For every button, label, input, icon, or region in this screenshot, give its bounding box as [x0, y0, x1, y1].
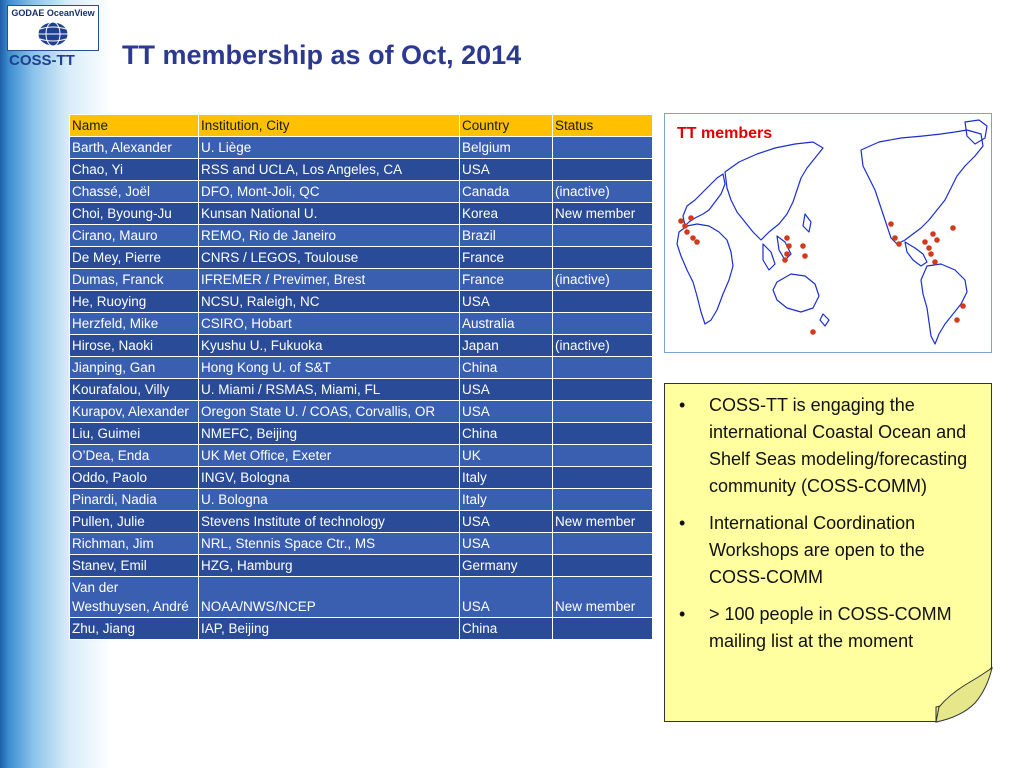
- membership-table: [69, 114, 653, 640]
- cell-institution: NRL, Stennis Space Ctr., MS: [199, 533, 460, 555]
- cell-institution: UK Met Office, Exeter: [199, 445, 460, 467]
- bullet-icon: •: [679, 395, 686, 415]
- cell-status: New member: [553, 577, 653, 618]
- cell-institution: Oregon State U. / COAS, Corvallis, OR: [199, 401, 460, 423]
- cell-status: [553, 423, 653, 445]
- member-location-marker: [960, 303, 966, 309]
- cell-country: China: [460, 618, 553, 640]
- cell-status: [553, 555, 653, 577]
- table-row: [70, 555, 653, 577]
- cell-institution: DFO, Mont-Joli, QC: [199, 181, 460, 203]
- header-country: Country: [460, 115, 553, 137]
- cell-status: [553, 618, 653, 640]
- table-row: [70, 159, 653, 181]
- member-location-marker: [954, 317, 960, 323]
- cell-status: [553, 379, 653, 401]
- member-location-marker: [694, 239, 700, 245]
- cell-country: Brazil: [460, 225, 553, 247]
- note-item: [679, 510, 981, 591]
- member-location-marker: [950, 225, 956, 231]
- cell-status: (inactive): [553, 181, 653, 203]
- cell-name: He, Ruoying: [70, 291, 199, 313]
- world-map-panel: [664, 113, 992, 353]
- table-row: [70, 357, 653, 379]
- member-location-marker: [784, 235, 790, 241]
- bullet-icon: •: [679, 513, 686, 533]
- member-location-marker: [896, 241, 902, 247]
- cell-country: USA: [460, 577, 553, 618]
- bullet-icon: •: [679, 604, 686, 624]
- cell-country: Italy: [460, 489, 553, 511]
- cell-country: USA: [460, 511, 553, 533]
- table-row: [70, 379, 653, 401]
- cell-name: Jianping, Gan: [70, 357, 199, 379]
- cell-institution: U. Miami / RSMAS, Miami, FL: [199, 379, 460, 401]
- table-row: [70, 401, 653, 423]
- cell-institution: IAP, Beijing: [199, 618, 460, 640]
- cell-institution: U. Bologna: [199, 489, 460, 511]
- cell-country: Germany: [460, 555, 553, 577]
- globe-icon: [36, 20, 70, 48]
- cell-status: [553, 357, 653, 379]
- cell-status: [553, 445, 653, 467]
- cell-name: Van der Westhuysen, André: [70, 577, 199, 618]
- table-row: [70, 291, 653, 313]
- cell-status: [553, 291, 653, 313]
- cell-country: France: [460, 269, 553, 291]
- note-list: [665, 384, 991, 655]
- table-row: [70, 313, 653, 335]
- cell-institution: IFREMER / Previmer, Brest: [199, 269, 460, 291]
- cell-institution: NOAA/NWS/NCEP: [199, 577, 460, 618]
- header-name: Name: [70, 115, 199, 137]
- table-row: [70, 335, 653, 357]
- cell-institution: HZG, Hamburg: [199, 555, 460, 577]
- cell-name: Hirose, Naoki: [70, 335, 199, 357]
- table-row: [70, 445, 653, 467]
- cell-country: China: [460, 423, 553, 445]
- cell-institution: REMO, Rio de Janeiro: [199, 225, 460, 247]
- header-institution: Institution, City: [199, 115, 460, 137]
- table-row: [70, 269, 653, 291]
- cell-institution: CNRS / LEGOS, Toulouse: [199, 247, 460, 269]
- cell-name: Pullen, Julie: [70, 511, 199, 533]
- cell-country: USA: [460, 291, 553, 313]
- cell-institution: NMEFC, Beijing: [199, 423, 460, 445]
- cell-status: (inactive): [553, 335, 653, 357]
- cell-name: Liu, Guimei: [70, 423, 199, 445]
- cell-country: Belgium: [460, 137, 553, 159]
- table-row: [70, 247, 653, 269]
- member-location-marker: [932, 259, 938, 265]
- cell-institution: CSIRO, Hobart: [199, 313, 460, 335]
- cell-country: France: [460, 247, 553, 269]
- cell-status: [553, 533, 653, 555]
- cell-country: USA: [460, 159, 553, 181]
- page-curl-icon: [935, 667, 993, 723]
- member-location-marker: [930, 231, 936, 237]
- cell-country: USA: [460, 379, 553, 401]
- cell-name: Dumas, Franck: [70, 269, 199, 291]
- cell-institution: RSS and UCLA, Los Angeles, CA: [199, 159, 460, 181]
- cell-country: Italy: [460, 467, 553, 489]
- table-row: [70, 225, 653, 247]
- table-row: [70, 489, 653, 511]
- cell-status: [553, 467, 653, 489]
- member-location-marker: [786, 243, 792, 249]
- cell-status: [553, 137, 653, 159]
- member-location-marker: [784, 251, 790, 257]
- cell-status: [553, 401, 653, 423]
- cell-name: Herzfeld, Mike: [70, 313, 199, 335]
- member-location-marker: [926, 245, 932, 251]
- cell-institution: Kunsan National U.: [199, 203, 460, 225]
- cell-name: O’Dea, Enda: [70, 445, 199, 467]
- member-location-marker: [888, 221, 894, 227]
- table-row: [70, 511, 653, 533]
- cell-name: Zhu, Jiang: [70, 618, 199, 640]
- cell-institution: Kyushu U., Fukuoka: [199, 335, 460, 357]
- table-row: [70, 533, 653, 555]
- cell-institution: NCSU, Raleigh, NC: [199, 291, 460, 313]
- cell-country: China: [460, 357, 553, 379]
- note-item: [679, 601, 981, 655]
- cell-name: Kourafalou, Villy: [70, 379, 199, 401]
- cell-institution: Stevens Institute of technology: [199, 511, 460, 533]
- map-label: TT members: [677, 125, 773, 142]
- member-location-marker: [928, 251, 934, 257]
- member-location-marker: [802, 253, 808, 259]
- cell-name: Choi, Byoung-Ju: [70, 203, 199, 225]
- note-item: [679, 392, 981, 500]
- cell-name: Chassé, Joël: [70, 181, 199, 203]
- note-text: > 100 people in COSS-COMM mailing list at the moment: [709, 604, 952, 651]
- cell-status: [553, 489, 653, 511]
- note-text: International Coordination Workshops are open to the COSS-COMM: [709, 513, 925, 587]
- member-location-marker: [892, 235, 898, 241]
- member-location-marker: [782, 257, 788, 263]
- table-row: [70, 467, 653, 489]
- table-row: [70, 181, 653, 203]
- member-location-marker: [800, 243, 806, 249]
- godae-logo: [7, 5, 99, 51]
- cell-name: Kurapov, Alexander: [70, 401, 199, 423]
- cell-country: Japan: [460, 335, 553, 357]
- cell-name: Stanev, Emil: [70, 555, 199, 577]
- cell-country: Australia: [460, 313, 553, 335]
- cell-status: (inactive): [553, 269, 653, 291]
- cell-country: USA: [460, 533, 553, 555]
- logo-sub-text: COSS-TT: [9, 52, 75, 69]
- note-text: COSS-TT is engaging the international Coastal Ocean and Shelf Seas modeling/forecasting community (COSS-COMM): [709, 395, 968, 496]
- table-row: [70, 577, 653, 618]
- table-header-row: [70, 115, 653, 137]
- cell-institution: Hong Kong U. of S&T: [199, 357, 460, 379]
- member-location-marker: [678, 218, 684, 224]
- cell-name: Cirano, Mauro: [70, 225, 199, 247]
- cell-institution: U. Liège: [199, 137, 460, 159]
- cell-country: Canada: [460, 181, 553, 203]
- cell-name: Richman, Jim: [70, 533, 199, 555]
- table-row: [70, 137, 653, 159]
- cell-status: New member: [553, 511, 653, 533]
- member-location-marker: [688, 215, 694, 221]
- table-row: [70, 423, 653, 445]
- cell-name: Chao, Yi: [70, 159, 199, 181]
- page-title: TT membership as of Oct, 2014: [122, 40, 522, 70]
- member-location-marker: [684, 229, 690, 235]
- cell-name: De Mey, Pierre: [70, 247, 199, 269]
- member-location-marker: [690, 235, 696, 241]
- logo-top-text: GODAE OceanView: [11, 8, 95, 18]
- cell-status: [553, 159, 653, 181]
- world-map: [665, 114, 991, 352]
- cell-country: Korea: [460, 203, 553, 225]
- header-status: Status: [553, 115, 653, 137]
- table-row: [70, 618, 653, 640]
- table-row: [70, 203, 653, 225]
- cell-name: Barth, Alexander: [70, 137, 199, 159]
- cell-country: USA: [460, 401, 553, 423]
- cell-status: New member: [553, 203, 653, 225]
- cell-name: Oddo, Paolo: [70, 467, 199, 489]
- cell-country: UK: [460, 445, 553, 467]
- member-location-marker: [810, 329, 816, 335]
- cell-status: [553, 247, 653, 269]
- member-location-marker: [922, 239, 928, 245]
- cell-status: [553, 313, 653, 335]
- member-location-marker: [934, 237, 940, 243]
- cell-institution: INGV, Bologna: [199, 467, 460, 489]
- member-location-marker: [682, 223, 688, 229]
- cell-name: Pinardi, Nadia: [70, 489, 199, 511]
- cell-status: [553, 225, 653, 247]
